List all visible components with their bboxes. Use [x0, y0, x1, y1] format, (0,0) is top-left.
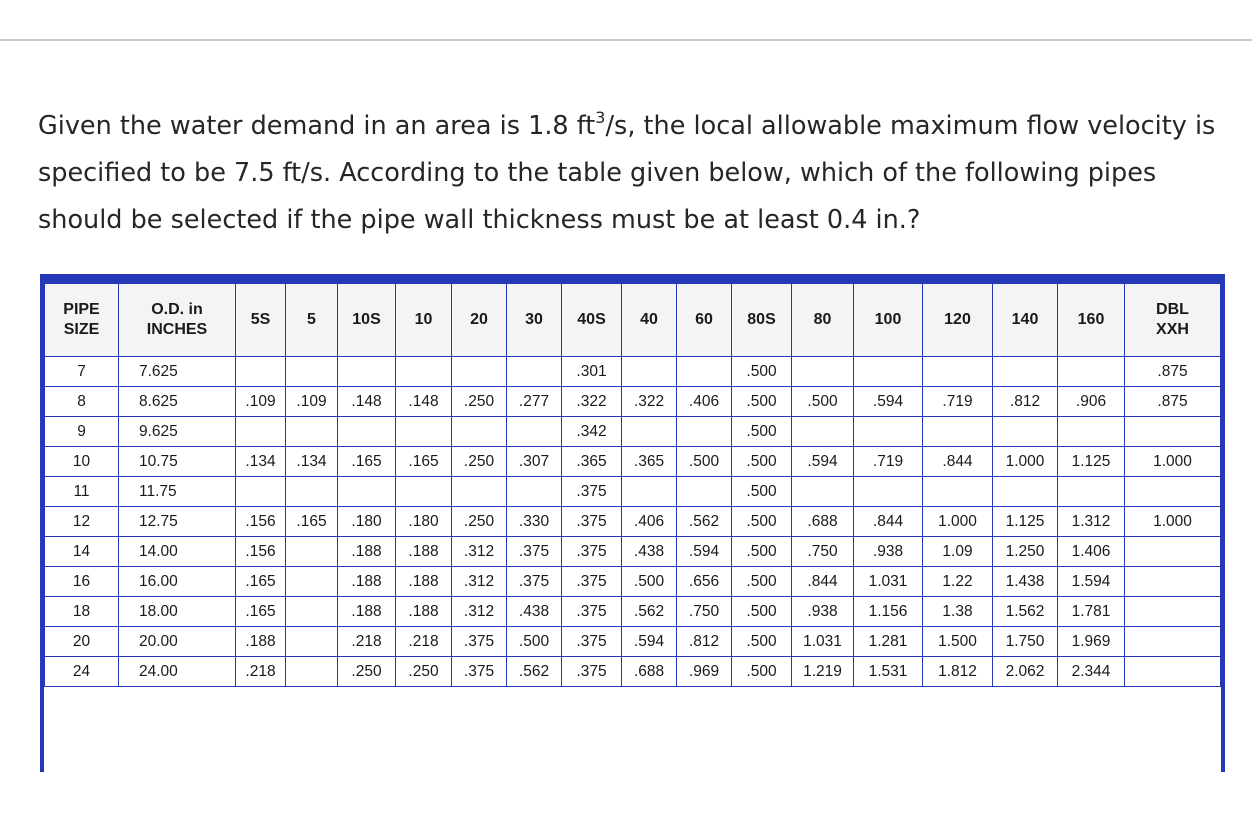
pipe-size-cell: 9	[45, 417, 119, 447]
wall-thickness-cell	[338, 477, 396, 507]
wall-thickness-cell: 1.312	[1058, 507, 1125, 537]
wall-thickness-cell: 1.812	[923, 657, 993, 687]
wall-thickness-cell: .250	[452, 447, 507, 477]
wall-thickness-cell: .109	[286, 387, 338, 417]
wall-thickness-cell	[286, 597, 338, 627]
wall-thickness-cell	[993, 477, 1058, 507]
wall-thickness-cell: .156	[236, 537, 286, 567]
outer-diameter-cell: 8.625	[119, 387, 236, 417]
wall-thickness-cell: .688	[792, 507, 854, 537]
wall-thickness-cell: .438	[622, 537, 677, 567]
wall-thickness-cell: .500	[732, 567, 792, 597]
wall-thickness-cell: .594	[792, 447, 854, 477]
wall-thickness-cell: 1.219	[792, 657, 854, 687]
wall-thickness-cell: .375	[562, 507, 622, 537]
wall-thickness-cell: .812	[677, 627, 732, 657]
table-row	[45, 357, 1221, 387]
wall-thickness-cell: .844	[792, 567, 854, 597]
wall-thickness-cell: .188	[396, 567, 452, 597]
column-header: 140	[993, 284, 1058, 357]
wall-thickness-cell: .500	[732, 657, 792, 687]
wall-thickness-cell: 1.031	[854, 567, 923, 597]
wall-thickness-cell: .375	[562, 567, 622, 597]
wall-thickness-cell	[923, 417, 993, 447]
pipe-size-cell: 7	[45, 357, 119, 387]
table-header-row	[45, 284, 1221, 357]
wall-thickness-cell: .500	[732, 387, 792, 417]
wall-thickness-cell: .562	[622, 597, 677, 627]
wall-thickness-cell: .134	[236, 447, 286, 477]
wall-thickness-cell: 1.000	[993, 447, 1058, 477]
wall-thickness-cell: .134	[286, 447, 338, 477]
wall-thickness-cell: 1.09	[923, 537, 993, 567]
wall-thickness-cell: .500	[732, 417, 792, 447]
table-row	[45, 387, 1221, 417]
wall-thickness-cell	[1125, 597, 1221, 627]
pipe-size-cell: 16	[45, 567, 119, 597]
column-header: 40S	[562, 284, 622, 357]
wall-thickness-cell	[507, 357, 562, 387]
wall-thickness-cell: .156	[236, 507, 286, 537]
wall-thickness-cell: .750	[677, 597, 732, 627]
wall-thickness-cell: .165	[236, 567, 286, 597]
column-header: 60	[677, 284, 732, 357]
wall-thickness-cell: .500	[732, 477, 792, 507]
table-row	[45, 537, 1221, 567]
wall-thickness-cell: 2.344	[1058, 657, 1125, 687]
wall-thickness-cell: .875	[1125, 357, 1221, 387]
wall-thickness-cell: .218	[338, 627, 396, 657]
wall-thickness-cell: .375	[562, 597, 622, 627]
wall-thickness-cell: .375	[562, 657, 622, 687]
wall-thickness-cell	[1125, 657, 1221, 687]
wall-thickness-cell: .188	[396, 537, 452, 567]
wall-thickness-cell: .375	[562, 477, 622, 507]
cubic-superscript: 3	[595, 107, 606, 127]
wall-thickness-cell	[677, 477, 732, 507]
pipe-size-cell: 18	[45, 597, 119, 627]
wall-thickness-cell: .365	[622, 447, 677, 477]
table-row	[45, 597, 1221, 627]
wall-thickness-cell: 1.562	[993, 597, 1058, 627]
wall-thickness-cell: 2.062	[993, 657, 1058, 687]
wall-thickness-cell: .594	[677, 537, 732, 567]
pipe-size-cell: 8	[45, 387, 119, 417]
wall-thickness-cell: 1.000	[923, 507, 993, 537]
wall-thickness-cell: .500	[792, 387, 854, 417]
wall-thickness-cell: 1.531	[854, 657, 923, 687]
wall-thickness-cell	[993, 357, 1058, 387]
wall-thickness-cell	[1058, 417, 1125, 447]
table-row	[45, 447, 1221, 477]
wall-thickness-cell: .148	[396, 387, 452, 417]
column-header: 40	[622, 284, 677, 357]
wall-thickness-cell: .330	[507, 507, 562, 537]
column-header: 20	[452, 284, 507, 357]
wall-thickness-cell	[286, 567, 338, 597]
wall-thickness-cell: 1.969	[1058, 627, 1125, 657]
column-header: 5	[286, 284, 338, 357]
table-row	[45, 657, 1221, 687]
outer-diameter-cell: 9.625	[119, 417, 236, 447]
wall-thickness-cell: .188	[338, 537, 396, 567]
wall-thickness-cell: 1.781	[1058, 597, 1125, 627]
wall-thickness-cell	[622, 417, 677, 447]
wall-thickness-cell	[507, 477, 562, 507]
wall-thickness-cell	[1058, 357, 1125, 387]
question-part-2: /s, the local allowable maximum flow velocity is specified to be 7.5 ft/s. According to the table given below, which of the following pipes should be selected if the pipe wall thickness must be at least 0.4 in.?	[38, 111, 1216, 235]
wall-thickness-cell: .322	[562, 387, 622, 417]
wall-thickness-cell	[286, 537, 338, 567]
wall-thickness-cell	[396, 417, 452, 447]
wall-thickness-cell	[854, 477, 923, 507]
wall-thickness-cell: .500	[507, 627, 562, 657]
pipe-size-cell: 11	[45, 477, 119, 507]
wall-thickness-cell: 1.125	[993, 507, 1058, 537]
wall-thickness-cell: .500	[622, 567, 677, 597]
outer-diameter-cell: 10.75	[119, 447, 236, 477]
wall-thickness-cell: .218	[396, 627, 452, 657]
wall-thickness-cell	[452, 357, 507, 387]
wall-thickness-cell: .438	[507, 597, 562, 627]
wall-thickness-cell: .594	[622, 627, 677, 657]
wall-thickness-cell: .165	[286, 507, 338, 537]
wall-thickness-cell: .188	[236, 627, 286, 657]
wall-thickness-cell: .500	[732, 537, 792, 567]
wall-thickness-cell: .250	[452, 507, 507, 537]
wall-thickness-cell: .562	[677, 507, 732, 537]
wall-thickness-cell: .301	[562, 357, 622, 387]
wall-thickness-cell: .688	[622, 657, 677, 687]
pipe-size-cell: 10	[45, 447, 119, 477]
column-header: 100	[854, 284, 923, 357]
outer-diameter-cell: 7.625	[119, 357, 236, 387]
table-row	[45, 477, 1221, 507]
wall-thickness-cell: 1.500	[923, 627, 993, 657]
wall-thickness-cell	[622, 477, 677, 507]
wall-thickness-cell	[286, 477, 338, 507]
wall-thickness-cell	[854, 417, 923, 447]
wall-thickness-cell: .906	[1058, 387, 1125, 417]
wall-thickness-cell	[1058, 477, 1125, 507]
wall-thickness-cell: .165	[338, 447, 396, 477]
wall-thickness-cell: .500	[677, 447, 732, 477]
wall-thickness-cell: .312	[452, 537, 507, 567]
wall-thickness-cell: .844	[854, 507, 923, 537]
wall-thickness-cell	[338, 417, 396, 447]
wall-thickness-cell: 1.250	[993, 537, 1058, 567]
wall-thickness-cell: .165	[396, 447, 452, 477]
column-header: O.D. in INCHES	[119, 284, 236, 357]
wall-thickness-cell: .500	[732, 357, 792, 387]
top-divider	[0, 39, 1252, 41]
wall-thickness-cell: .250	[452, 387, 507, 417]
wall-thickness-cell	[993, 417, 1058, 447]
wall-thickness-cell: 1.22	[923, 567, 993, 597]
wall-thickness-cell	[236, 477, 286, 507]
pipe-size-cell: 14	[45, 537, 119, 567]
outer-diameter-cell: 24.00	[119, 657, 236, 687]
wall-thickness-cell: .312	[452, 597, 507, 627]
column-header: 10S	[338, 284, 396, 357]
wall-thickness-cell: .180	[396, 507, 452, 537]
wall-thickness-cell: .375	[562, 627, 622, 657]
column-header: 30	[507, 284, 562, 357]
wall-thickness-cell: 1.750	[993, 627, 1058, 657]
wall-thickness-cell: .969	[677, 657, 732, 687]
wall-thickness-cell: 1.125	[1058, 447, 1125, 477]
outer-diameter-cell: 16.00	[119, 567, 236, 597]
wall-thickness-cell: .375	[562, 537, 622, 567]
wall-thickness-cell	[396, 477, 452, 507]
wall-thickness-cell: .594	[854, 387, 923, 417]
column-header: DBL XXH	[1125, 284, 1221, 357]
wall-thickness-cell: .500	[732, 627, 792, 657]
column-header: 160	[1058, 284, 1125, 357]
wall-thickness-cell: .307	[507, 447, 562, 477]
wall-thickness-cell	[792, 417, 854, 447]
column-header: PIPE SIZE	[45, 284, 119, 357]
column-header: 80	[792, 284, 854, 357]
wall-thickness-cell: .875	[1125, 387, 1221, 417]
wall-thickness-cell: .656	[677, 567, 732, 597]
wall-thickness-cell	[236, 417, 286, 447]
wall-thickness-cell	[854, 357, 923, 387]
wall-thickness-cell	[1125, 567, 1221, 597]
wall-thickness-cell	[923, 477, 993, 507]
wall-thickness-cell	[286, 627, 338, 657]
table-row	[45, 627, 1221, 657]
outer-diameter-cell: 14.00	[119, 537, 236, 567]
wall-thickness-cell: .375	[507, 567, 562, 597]
wall-thickness-cell: 1.031	[792, 627, 854, 657]
wall-thickness-cell	[622, 357, 677, 387]
wall-thickness-cell: .812	[993, 387, 1058, 417]
wall-thickness-cell: .250	[396, 657, 452, 687]
wall-thickness-cell: .500	[732, 597, 792, 627]
outer-diameter-cell: 12.75	[119, 507, 236, 537]
wall-thickness-cell	[286, 657, 338, 687]
wall-thickness-cell: .500	[732, 447, 792, 477]
wall-thickness-cell: .375	[452, 657, 507, 687]
wall-thickness-cell: .180	[338, 507, 396, 537]
wall-thickness-cell: .406	[622, 507, 677, 537]
column-header: 10	[396, 284, 452, 357]
wall-thickness-cell: .406	[677, 387, 732, 417]
wall-thickness-cell	[677, 417, 732, 447]
wall-thickness-cell: .277	[507, 387, 562, 417]
wall-thickness-cell	[286, 357, 338, 387]
wall-thickness-cell	[507, 417, 562, 447]
wall-thickness-cell: .250	[338, 657, 396, 687]
wall-thickness-cell: .938	[792, 597, 854, 627]
pipe-schedule-table-frame	[40, 274, 1225, 772]
wall-thickness-cell: .719	[923, 387, 993, 417]
pipe-size-cell: 24	[45, 657, 119, 687]
wall-thickness-cell: .165	[236, 597, 286, 627]
wall-thickness-cell: 1.156	[854, 597, 923, 627]
wall-thickness-cell	[1125, 627, 1221, 657]
wall-thickness-cell	[792, 357, 854, 387]
wall-thickness-cell: 1.406	[1058, 537, 1125, 567]
wall-thickness-cell	[792, 477, 854, 507]
wall-thickness-cell: 1.594	[1058, 567, 1125, 597]
wall-thickness-cell: .188	[396, 597, 452, 627]
wall-thickness-cell: .322	[622, 387, 677, 417]
column-header: 80S	[732, 284, 792, 357]
wall-thickness-cell: 1.38	[923, 597, 993, 627]
question-part-1: Given the water demand in an area is 1.8 ft	[38, 111, 596, 141]
wall-thickness-cell: .188	[338, 567, 396, 597]
pipe-schedule-table	[44, 283, 1221, 687]
column-header: 120	[923, 284, 993, 357]
wall-thickness-cell: .342	[562, 417, 622, 447]
wall-thickness-cell: .148	[338, 387, 396, 417]
wall-thickness-cell	[1125, 537, 1221, 567]
question-text	[38, 103, 1228, 244]
outer-diameter-cell: 18.00	[119, 597, 236, 627]
wall-thickness-cell	[396, 357, 452, 387]
outer-diameter-cell: 20.00	[119, 627, 236, 657]
wall-thickness-cell: .375	[507, 537, 562, 567]
wall-thickness-cell: .312	[452, 567, 507, 597]
wall-thickness-cell: .375	[452, 627, 507, 657]
wall-thickness-cell	[923, 357, 993, 387]
wall-thickness-cell: 1.438	[993, 567, 1058, 597]
wall-thickness-cell: 1.000	[1125, 507, 1221, 537]
wall-thickness-cell: .719	[854, 447, 923, 477]
table-row	[45, 507, 1221, 537]
wall-thickness-cell: .500	[732, 507, 792, 537]
wall-thickness-cell	[1125, 417, 1221, 447]
wall-thickness-cell: .562	[507, 657, 562, 687]
wall-thickness-cell	[338, 357, 396, 387]
wall-thickness-cell: .844	[923, 447, 993, 477]
wall-thickness-cell: 1.281	[854, 627, 923, 657]
wall-thickness-cell: .938	[854, 537, 923, 567]
wall-thickness-cell	[236, 357, 286, 387]
wall-thickness-cell	[286, 417, 338, 447]
wall-thickness-cell: 1.000	[1125, 447, 1221, 477]
wall-thickness-cell: .188	[338, 597, 396, 627]
column-header: 5S	[236, 284, 286, 357]
table-body	[45, 357, 1221, 687]
wall-thickness-cell: .109	[236, 387, 286, 417]
wall-thickness-cell	[452, 417, 507, 447]
wall-thickness-cell: .218	[236, 657, 286, 687]
table-row	[45, 567, 1221, 597]
wall-thickness-cell	[452, 477, 507, 507]
wall-thickness-cell: .750	[792, 537, 854, 567]
wall-thickness-cell	[677, 357, 732, 387]
outer-diameter-cell: 11.75	[119, 477, 236, 507]
table-row	[45, 417, 1221, 447]
wall-thickness-cell	[1125, 477, 1221, 507]
pipe-size-cell: 12	[45, 507, 119, 537]
wall-thickness-cell: .365	[562, 447, 622, 477]
pipe-size-cell: 20	[45, 627, 119, 657]
